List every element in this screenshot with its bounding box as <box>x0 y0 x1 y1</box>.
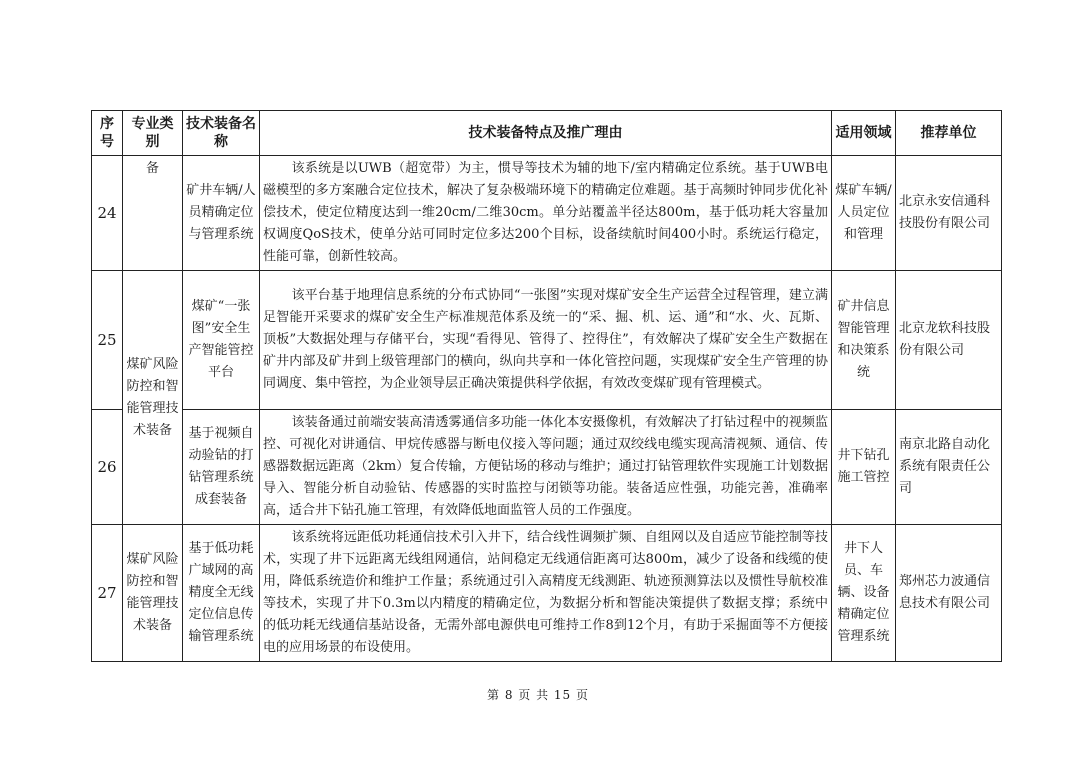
row-description: 该系统将远距低功耗通信技术引入井下，结合线性调频扩频、自组网以及自适应节能控制等技术，实现了井下远距离无线组网通信，站间稳定无线通信距离可达800m，减少了设备和线缆的使用，降低系统造价和维护工作量；系统通过引入高精度无线测距、轨迹预测算法以及惯性导航校准等技术，实现了井下0.3m以内精度的精确定位，为数据分析和智能决策提供了数据支撑；系统中的低功耗无线通信基站设备，无需外部电源供电可维持工作8到12个月，有助于采掘面等不方便接电的应用场景的布设使用。 <box>260 525 832 662</box>
header-seq: 序号 <box>92 111 123 156</box>
header-unit: 推荐单位 <box>896 111 1002 156</box>
page-footer: 第 8 页 共 15 页 <box>487 688 589 702</box>
row-equipment-name: 煤矿“一张图”安全生产智能管控平台 <box>183 271 260 410</box>
row-category: 煤矿风险防控和智能管理技术装备 <box>123 271 183 525</box>
row-equipment-name: 矿井车辆/人员精确定位与管理系统 <box>183 156 260 271</box>
header-desc: 技术装备特点及推广理由 <box>260 111 832 156</box>
header-name: 技术装备名称 <box>183 111 260 156</box>
row-category: 煤矿风险防控和智能管理技术装备 <box>123 525 183 662</box>
table-row <box>92 271 1002 410</box>
row-description: 该平台基于地理信息系统的分布式协同“一张图”实现对煤矿安全生产运营全过程管理，建立满足智能开采要求的煤矿安全生产标准规范体系及统一的“采、掘、机、运、通”和“水、火、瓦斯、顶板”大数据处理与存储平台，实现“看得见、管得了、控得住”，有效解决了煤矿安全生产数据在矿井内部及矿井到上级管理部门的横向，纵向共享和一体化管控问题，实现煤矿安全生产管理的协同调度、集中管控，为企业领导层正确决策提供科学依据，有效改变煤矿现有管理模式。 <box>260 271 832 410</box>
row-unit: 北京龙软科技股份有限公司 <box>896 271 1002 410</box>
row-number: 26 <box>92 410 123 525</box>
row-equipment-name: 基于视频自动验钻的打钻管理系统成套装备 <box>183 410 260 525</box>
header-field: 适用领域 <box>832 111 896 156</box>
row-field: 井下钻孔施工管控 <box>832 410 896 525</box>
table-row <box>92 525 1002 662</box>
table-header-row <box>92 111 1002 156</box>
row-number: 25 <box>92 271 123 410</box>
row-field: 煤矿车辆/人员定位和管理 <box>832 156 896 271</box>
row-description: 该装备通过前端安装高清透雾通信多功能一体化本安摄像机，有效解决了打钻过程中的视频监控、可视化对讲通信、甲烷传感器与断电仪接入等问题；通过双绞线电缆实现高清视频、通信、传感器数据远距离（2km）复合传输，方便钻场的移动与维护；通过打钻管理软件实现施工计划数据导入、智能分析自动验钻、传感器的实时监控与闭锁等功能。装备适应性强，功能完善，准确率高，适合井下钻孔施工管理，有效降低地面监管人员的工作强度。 <box>260 410 832 525</box>
equipment-table <box>91 110 1002 662</box>
row-unit: 郑州芯力波通信息技术有限公司 <box>896 525 1002 662</box>
table-row <box>92 156 1002 271</box>
table-row <box>92 410 1002 525</box>
row-unit: 南京北路自动化系统有限责任公司 <box>896 410 1002 525</box>
row-equipment-name: 基于低功耗广域网的高精度全无线定位信息传输管理系统 <box>183 525 260 662</box>
row-number: 27 <box>92 525 123 662</box>
row-unit: 北京永安信通科技股份有限公司 <box>896 156 1002 271</box>
row-field: 井下人员、车辆、设备精确定位管理系统 <box>832 525 896 662</box>
row-category: 备 <box>123 156 183 271</box>
row-field: 矿井信息智能管理和决策系统 <box>832 271 896 410</box>
row-number: 24 <box>92 156 123 271</box>
header-category: 专业类别 <box>123 111 183 156</box>
row-description: 该系统是以UWB（超宽带）为主，惯导等技术为辅的地下/室内精确定位系统。基于UWB电磁模型的多方案融合定位技术，解决了复杂极端环境下的精确定位难题。基于高频时钟同步优化补偿技术，使定位精度达到一维20cm/二维30cm。单分站覆盖半径达800m，基于低功耗大容量加权调度QoS技术，使单分站可同时定位多达200个目标，设备续航时间400小时。系统运行稳定，性能可靠，创新性较高。 <box>260 156 832 271</box>
